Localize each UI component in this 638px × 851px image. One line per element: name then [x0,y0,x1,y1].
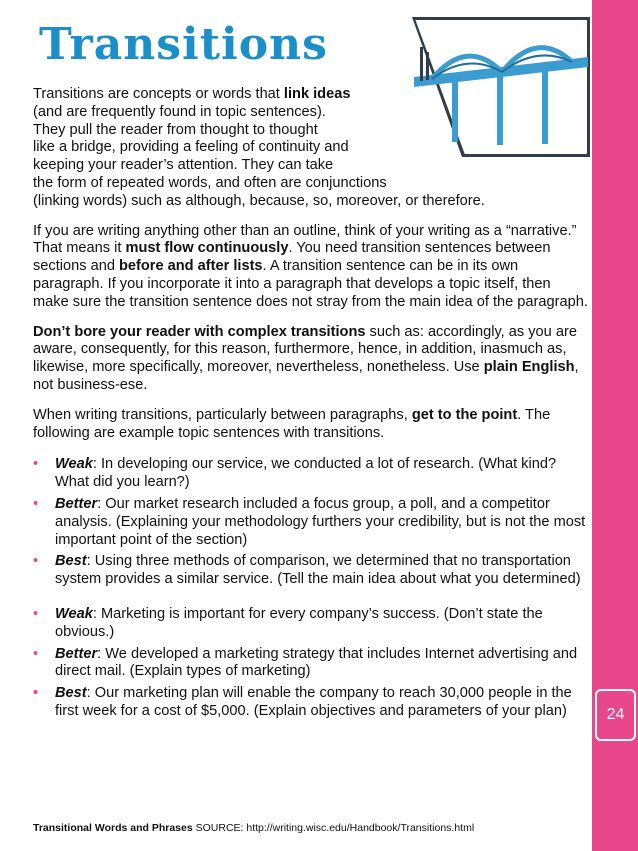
body-content [33,86,589,725]
intro-paragraph: Transitions are concepts or words that link ideas (and are frequently found in topic sentences). They pull the reader from thought to thought like a bridge, providing a feeling of continuity and keeping your reader’s attention. They can take the form of repeated words, and often are conjunctions (linking words) such as although, because, so, moreover, or therefore. [33,86,485,209]
list-item: • Best: Our marketing plan will enable the company to reach 30,000 people in the first week for a cost of $5,000. (Explain objectives and parameters of your plan) [33,685,572,719]
example-list-1 [33,456,589,589]
list-item: • Best: Using three methods of comparison, we determined that no transportation system provides a similar service. (Tell the main idea about what you determined) [33,553,581,588]
narrative-paragraph: If you are writing anything other than an outline, think of your writing as a “narrative.” That means it must flow continuously. You need transition sentences between sections and before and after lists. A transition sentence can be in its own paragraph. If you incorporate it into a paragraph that develops a topic itself, then make sure the transition sentence does not stray from the main idea of the paragraph. [33,222,588,310]
get-to-point-paragraph: When writing transitions, particularly between paragraphs, get to the point. The following are example topic sentences with transitions. [33,406,551,441]
page-number: 24 [595,689,636,741]
list-item: • Better: Our market research included a focus group, a poll, and a competitor analysis. (Explaining your methodology furthers your credibility, but is not the most important point of the section) [33,495,586,548]
complex-transitions-paragraph: Don’t bore your reader with complex transitions such as: accordingly, as you are aware, consequently, for this reason, furthermore, hence, in addition, inasmuch as, likewise, more specifically, moreover, nevertheless, nonetheless. Use plain English, not business-ese. [33,323,579,393]
list-item: • Better: We developed a marketing strategy that includes Internet advertising and direct mail. (Explain types of marketing) [33,645,578,680]
page-title: Transitions [39,19,328,70]
list-item: • Weak: In developing our service, we conducted a lot of research. (What kind? What did you learn?) [33,456,557,491]
list-item: • Weak: Marketing is important for every company’s success. (Don’t state the obvious.) [33,605,543,640]
source-footer: Transitional Words and Phrases SOURCE: http://writing.wisc.edu/Handbook/Transitions.html [33,822,475,834]
example-list-2 [33,606,589,721]
